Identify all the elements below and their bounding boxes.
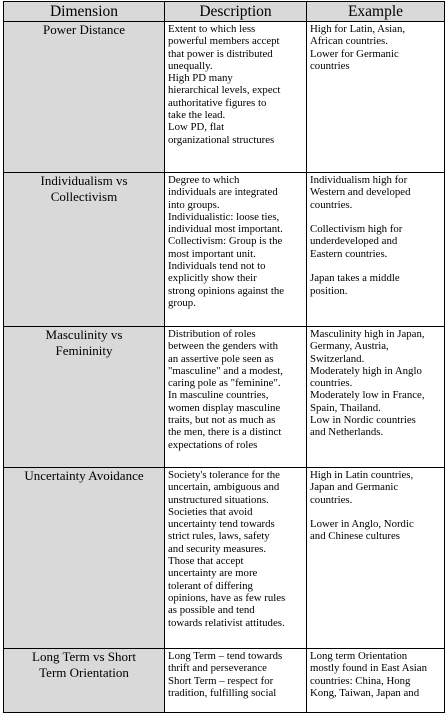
example-line: and Chinese cultures: [310, 530, 400, 543]
table-row: [4, 649, 445, 713]
description-cell-clip: [168, 650, 303, 707]
description-line: Collectivism: Group is the: [168, 235, 283, 248]
description-line: as possible and tend: [168, 604, 255, 617]
description-line: unstructured situations.: [168, 493, 269, 506]
dimension-label: Collectivism: [50, 189, 118, 204]
example-cell-clip: [310, 650, 441, 707]
description-line: Low PD, flat: [168, 121, 225, 134]
description-line: between the genders with: [168, 340, 279, 353]
example-line: Low in Nordic countries: [310, 414, 416, 427]
description-line: and security measures.: [168, 542, 267, 555]
example-line: Western and developed: [310, 186, 411, 199]
description-line: Individuals tend not to: [168, 260, 266, 273]
description-line: uncertainty are more: [168, 567, 258, 580]
description-line: the men, there is a distinct: [168, 426, 282, 439]
description-line: most important unit.: [168, 247, 256, 260]
description-line: opinions, have as few rules: [168, 591, 286, 604]
dimension-cell: [4, 468, 165, 649]
description-line: take the lead.: [168, 109, 226, 122]
table-row: [4, 22, 445, 173]
example-line: Switzerland.: [310, 352, 365, 365]
description-cell: [165, 468, 307, 649]
dimension-label: Masculinity vs: [45, 327, 123, 342]
description-line: individuals are integrated: [168, 186, 278, 199]
example-line: Moderately low in France,: [310, 389, 425, 402]
description-line: authoritative figures to: [168, 96, 267, 109]
description-line: explicitly show their: [168, 272, 257, 285]
description-cell: [165, 327, 307, 468]
example-line: countries: [310, 59, 350, 72]
example-line: countries.: [310, 377, 353, 390]
example-line: Masculinity high in Japan,: [310, 328, 425, 340]
blank-line: [310, 260, 441, 272]
example-line: Lower for Germanic: [310, 47, 399, 60]
description-line: Individualistic: loose ties,: [168, 210, 280, 223]
example-line: underdeveloped and: [310, 235, 398, 248]
description-line: tradition, fulfilling social: [168, 686, 277, 699]
dimension-label: Individualism vs: [40, 173, 128, 188]
example-line: Individualism high for: [310, 174, 408, 186]
table-row: [4, 327, 445, 468]
example-line: countries: China, Hong: [310, 674, 411, 687]
blank-line: [310, 506, 441, 518]
description-line: into groups.: [168, 198, 220, 211]
header-example: Example: [307, 2, 445, 22]
example-cell: [307, 327, 445, 468]
description-line: Degree to which: [168, 174, 240, 186]
dimension-cell: [4, 327, 165, 468]
example-line: Japan and Germanic: [310, 481, 399, 494]
example-line: and Netherlands.: [310, 426, 384, 439]
example-line: Japan takes a middle: [310, 272, 400, 285]
description-line: that power is distributed: [168, 47, 273, 60]
header-row: [4, 2, 445, 22]
description-line: Long Term – tend towards: [168, 650, 283, 662]
description-line: In masculine countries,: [168, 389, 269, 402]
example-cell: [307, 468, 445, 649]
header-dimension: Dimension: [4, 2, 165, 22]
description-line: strict rules, laws, safety: [168, 530, 270, 543]
description-line: hierarchical levels, expect: [168, 84, 281, 97]
dimension-label: Power Distance: [43, 22, 125, 37]
description-line: Distribution of roles: [168, 328, 256, 340]
example-line: countries.: [310, 198, 353, 211]
example-line: Collectivism high for: [310, 223, 403, 236]
description-line: caring pole as "feminine".: [168, 377, 281, 390]
description-cell: [165, 173, 307, 327]
table-row: [4, 468, 445, 649]
example-line: mostly found in East Asian: [310, 662, 427, 675]
table-row: [4, 173, 445, 327]
example-line: countries.: [310, 493, 353, 506]
description-line: Those that accept: [168, 555, 244, 568]
dimension-label: Femininity: [55, 343, 113, 358]
description-line: uncertain, ambiguous and: [168, 481, 280, 494]
dimension-label: Long Term vs Short: [32, 649, 136, 664]
description-line: powerful members accept: [168, 35, 280, 48]
description-line: Societies that avoid: [168, 505, 253, 518]
dimension-label: Term Orientation: [39, 665, 129, 680]
example-line: African countries.: [310, 35, 388, 48]
description-line: thrift and perseverance: [168, 662, 267, 675]
example-line: Spain, Thailand.: [310, 401, 381, 414]
description-line: uncertainty tend towards: [168, 518, 275, 531]
example-line: Long term Orientation: [310, 650, 408, 662]
description-line: individual most important.: [168, 223, 283, 236]
dimension-label: Uncertainty Avoidance: [24, 468, 144, 483]
dimension-cell: [4, 649, 165, 713]
description-line: women display masculine: [168, 401, 281, 414]
description-cell: [165, 22, 307, 173]
description-line: tolerant of differing: [168, 579, 253, 592]
header-description: Description: [165, 2, 307, 22]
example-line: Lower in Anglo, Nordic: [310, 518, 414, 531]
dimension-cell: [4, 173, 165, 327]
description-line: Extent to which less: [168, 23, 256, 35]
dimension-cell: [4, 22, 165, 173]
description-line: Short Term – respect for: [168, 674, 274, 687]
description-line: unequally.: [168, 59, 213, 72]
example-line: Eastern countries.: [310, 247, 388, 260]
example-line: High for Latin, Asian,: [310, 23, 406, 35]
example-cell: [307, 649, 445, 713]
example-cell: [307, 22, 445, 173]
description-line: Society's tolerance for the: [168, 469, 280, 481]
example-line: Germany, Austria,: [310, 340, 389, 353]
description-line: towards relativist attitudes.: [168, 616, 285, 629]
description-line: strong opinions against the: [168, 284, 285, 297]
description-line: High PD many: [168, 72, 233, 85]
example-line: Moderately high in Anglo: [310, 364, 422, 377]
example-line: position.: [310, 284, 348, 297]
example-cell: [307, 173, 445, 327]
example-line: High in Latin countries,: [310, 469, 414, 481]
description-line: an assertive pole seen as: [168, 352, 274, 365]
description-line: traits, but not as much as: [168, 414, 276, 427]
description-cell: [165, 649, 307, 713]
example-line: Kong, Taiwan, Japan and: [310, 686, 420, 699]
description-line: group.: [168, 296, 196, 309]
hofstede-dimensions-table: [3, 1, 445, 713]
description-line: organizational structures: [168, 133, 275, 146]
description-line: "masculine" and a modest,: [168, 364, 283, 377]
blank-line: [310, 211, 441, 223]
description-line: expectations of roles: [168, 438, 258, 451]
